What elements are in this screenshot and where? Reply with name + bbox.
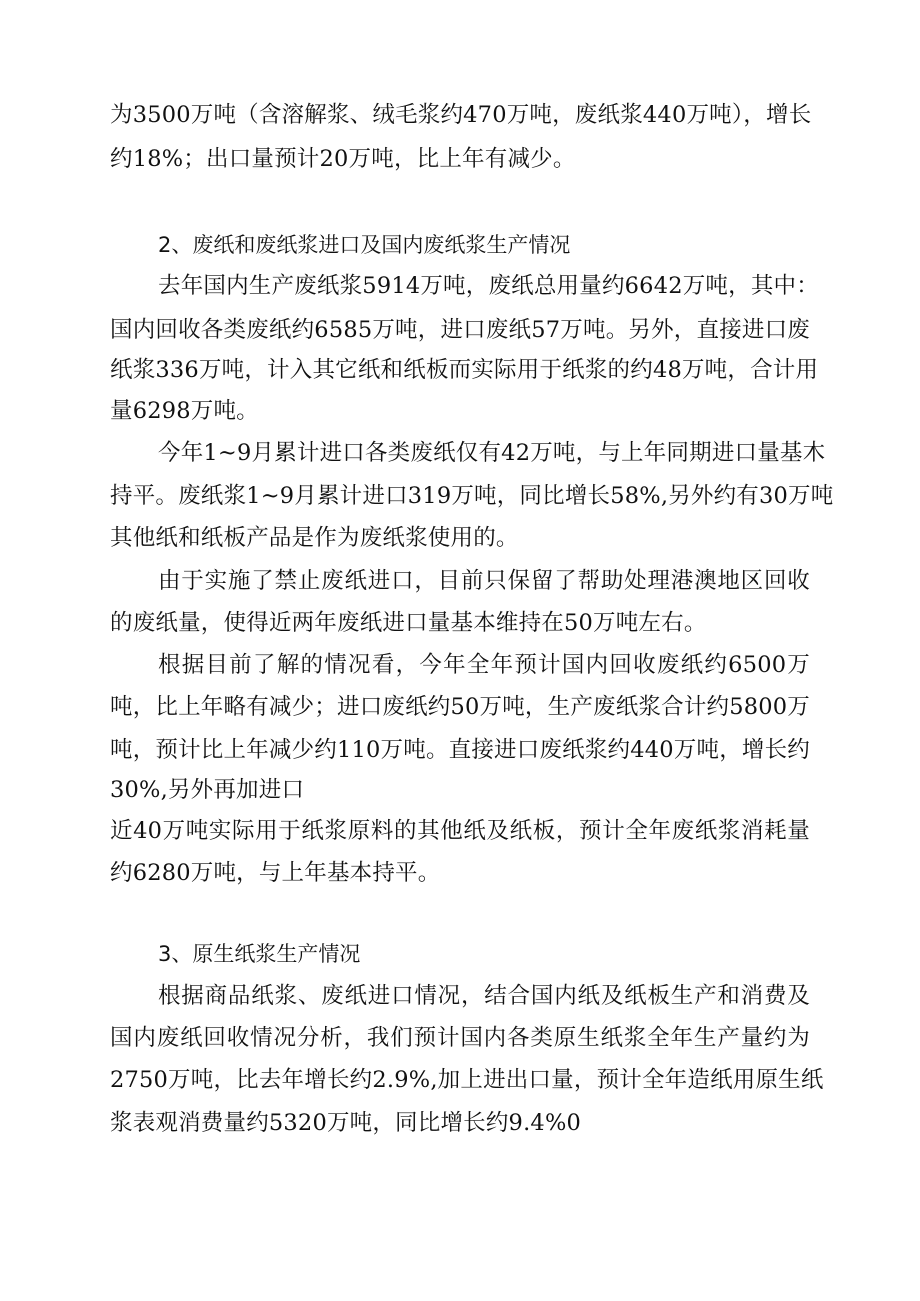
paragraph-line: 为3500万吨（含溶解浆、绒毛浆约470万吨，废纸浆440万吨），增长 — [110, 102, 812, 128]
paragraph-line: 根据商品纸浆、废纸进口情况，结合国内纸及纸板生产和消费及 — [158, 983, 810, 1009]
section-heading-2: 2、废纸和废纸浆进口及国内废纸浆生产情况 — [158, 233, 571, 257]
paragraph-line: 吨，比上年略有减少；进口废纸约50万吨，生产废纸浆合计约5800万 — [110, 694, 810, 720]
paragraph-line: 约18%；出口量预计20万吨，比上年有减少。 — [110, 146, 576, 172]
paragraph-line: 去年国内生产废纸浆5914万吨，废纸总用量约6642万吨，其中： — [158, 273, 819, 299]
paragraph-line: 国内回收各类废纸约6585万吨，进口废纸57万吨。另外，直接进口废 — [110, 317, 810, 343]
paragraph-line: 今年1~9月累计进口各类废纸仅有42万吨，与上年同期进口量基木 — [158, 440, 826, 466]
paragraph-line: 国内废纸回收情况分析，我们预计国内各类原生纸浆全年生产量约为 — [110, 1025, 810, 1051]
paragraph-line: 约6280万吨，与上年基本持平。 — [110, 860, 441, 886]
paragraph-line: 其他纸和纸板产品是作为废纸浆使用的。 — [110, 525, 519, 551]
paragraph-line: 量6298万吨。 — [110, 398, 259, 424]
paragraph-line: 纸浆336万吨，计入其它纸和纸板而实际用于纸浆的约48万吨，合计用 — [110, 357, 819, 383]
paragraph-line: 30%,另外再加进口 — [110, 777, 305, 803]
paragraph-line: 2750万吨，比去年增长约2.9%,加上进出口量，预计全年造纸用原生纸 — [110, 1067, 824, 1093]
paragraph-line: 持平。废纸浆1~9月累计进口319万吨，同比增长58%,另外约有30万吨 — [110, 483, 834, 509]
paragraph-line: 浆表观消费量约5320万吨，同比增长约9.4%0 — [110, 1110, 582, 1136]
paragraph-line: 近40万吨实际用于纸浆原料的其他纸及纸板，预计全年废纸浆消耗量 — [110, 818, 810, 844]
paragraph-line: 吨，预计比上年减少约110万吨。直接进口废纸浆约440万吨，增长约 — [110, 737, 810, 763]
paragraph-line: 根据目前了解的情况看，今年全年预计国内回收废纸约6500万 — [158, 652, 810, 678]
paragraph-line: 的废纸量，使得近两年废纸进口量基本维持在50万吨左右。 — [110, 610, 707, 636]
section-heading-3: 3、原生纸浆生产情况 — [158, 942, 361, 966]
paragraph-line: 由于实施了禁止废纸进口，目前只保留了帮助处理港澳地区回收 — [158, 568, 810, 594]
